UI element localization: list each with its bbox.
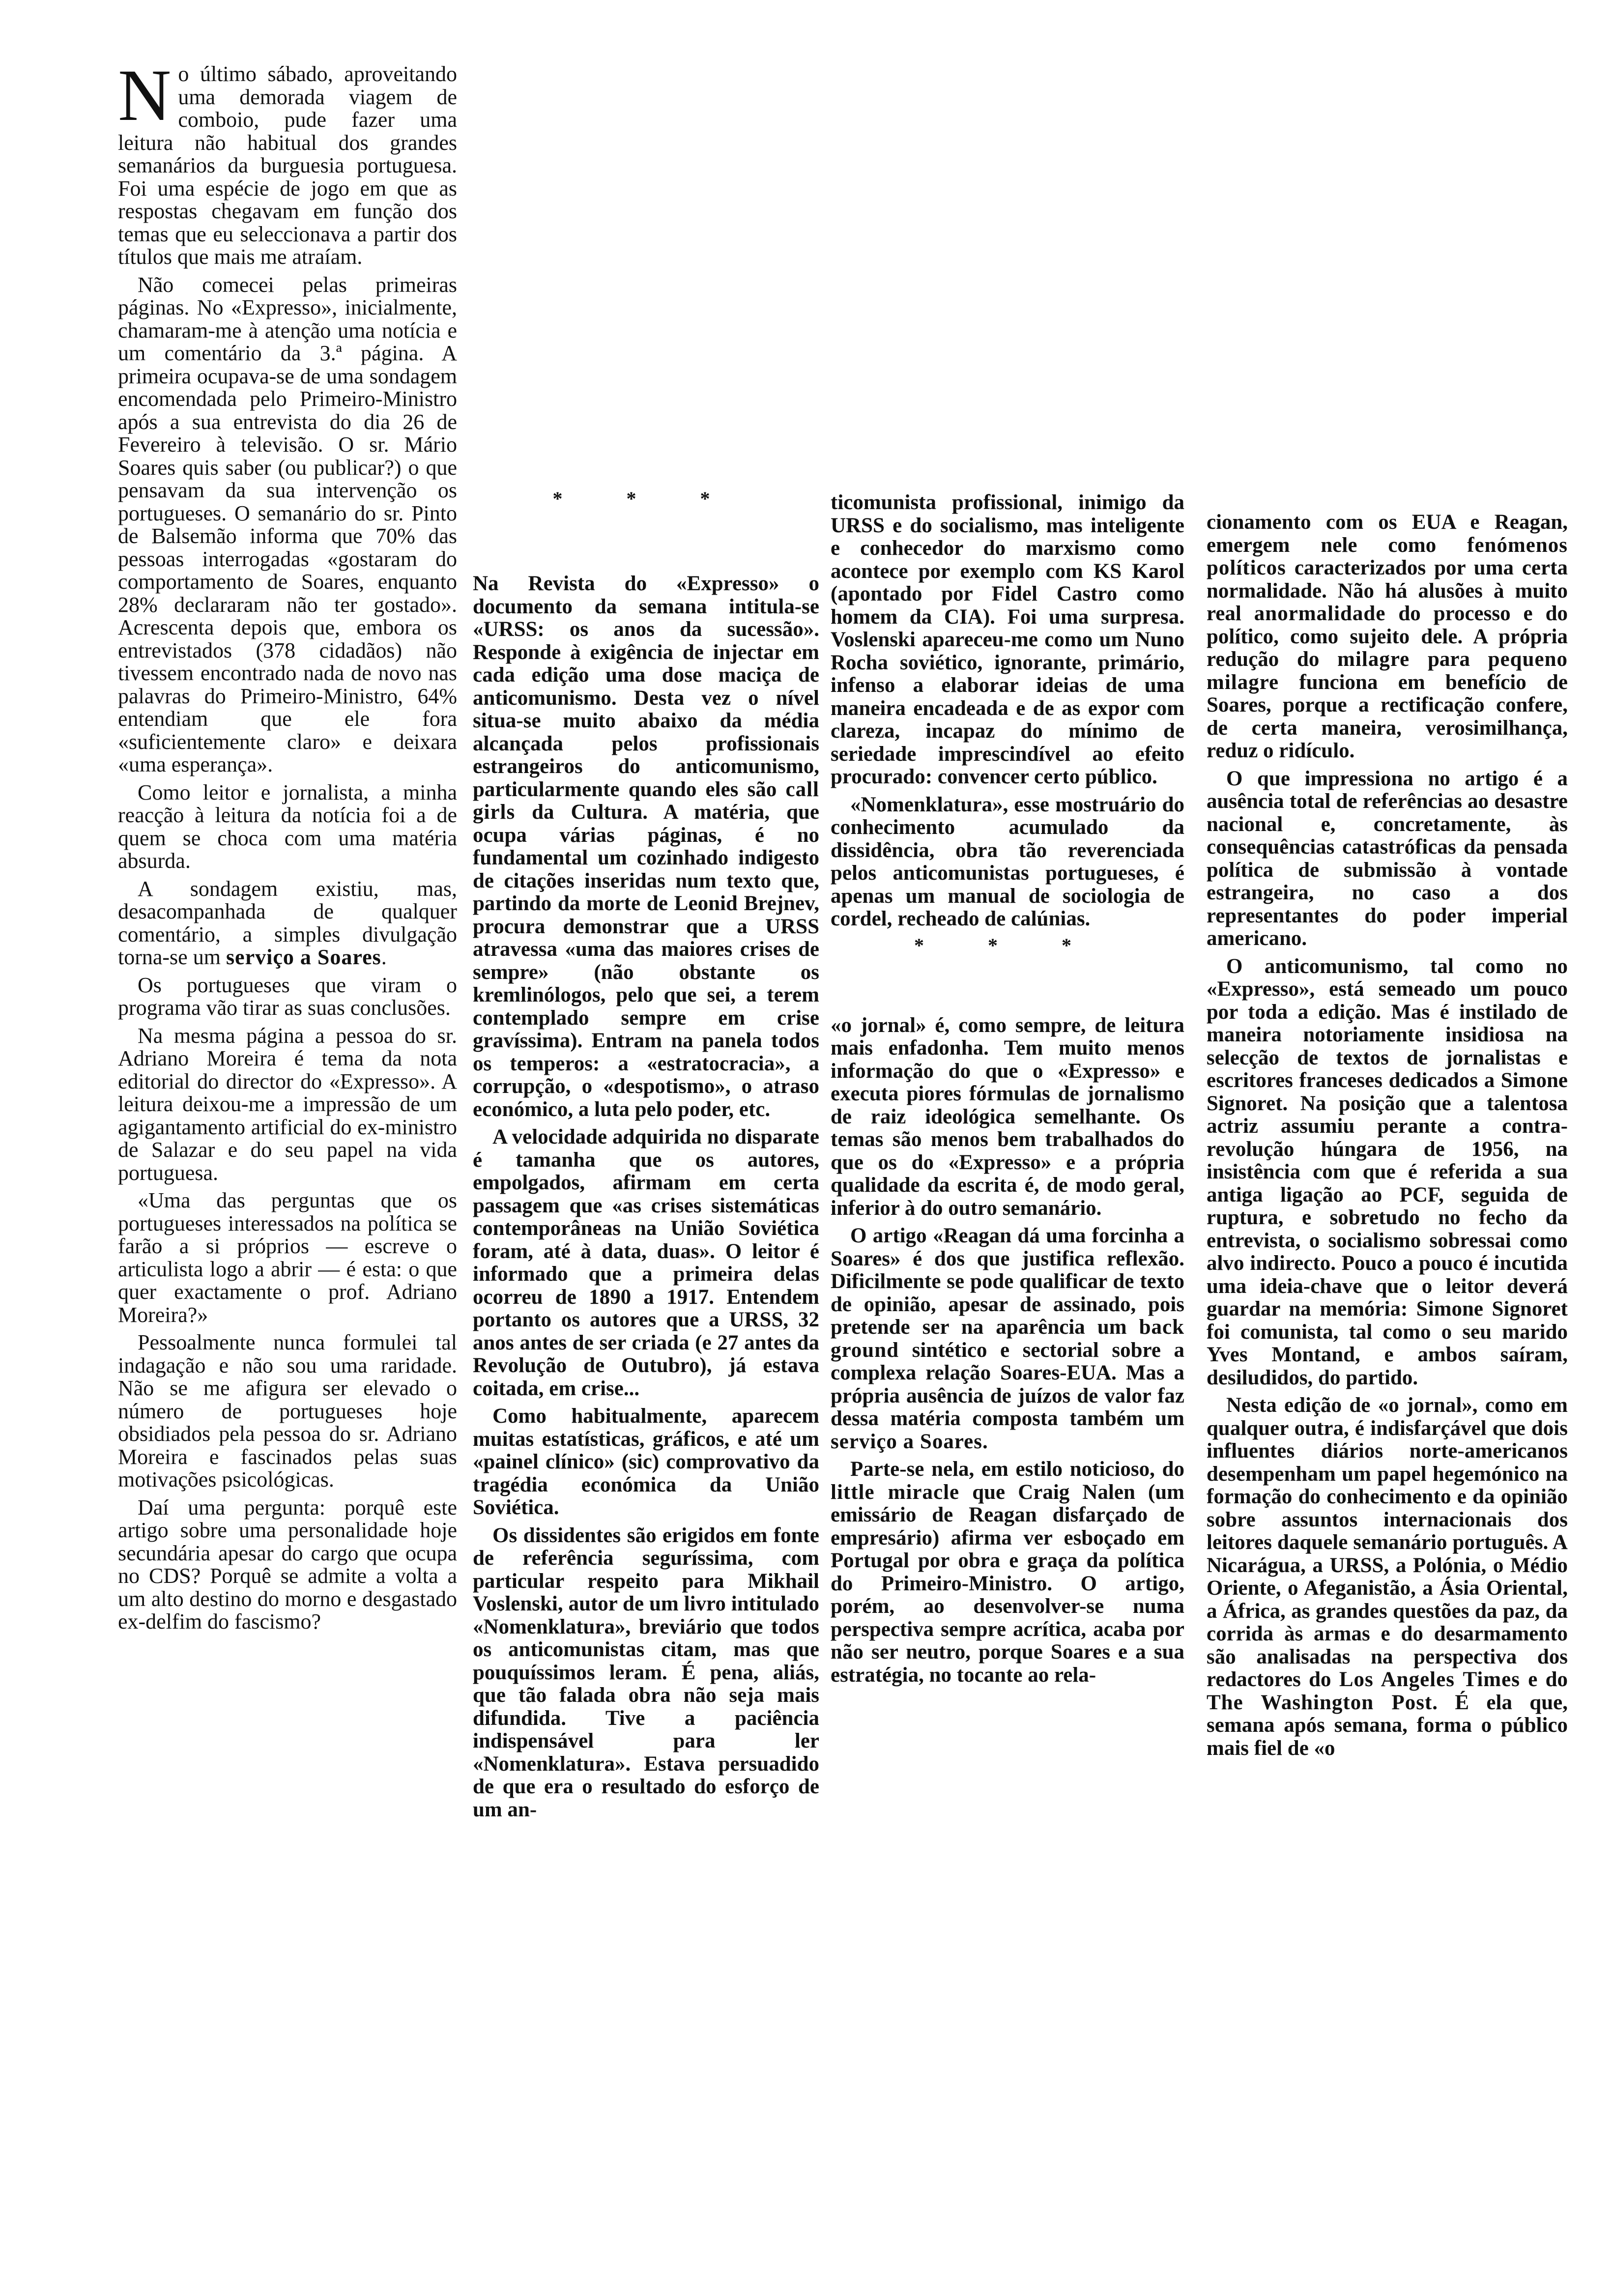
paragraph-text: Daí uma pergunta: porquê este artigo sobre uma personalidade hoje secundária apesar do cargo que ocupa no CDS? Porquê se admite a volta a um alto destino do morno e desgastado ex-delfim do fascismo?: [118, 1495, 457, 1634]
paragraph: [831, 491, 1184, 789]
paragraph-text: da Cultura. A matéria, que ocupa várias páginas, é no fundamental um cozinhado indigesto de citações inseridas num texto que, partindo da morte de Leonid Brejnev, procura demonstrar que a URSS atravessa «uma das maiores crises de sempre» (não obstante os kremlinólogos, pelo que sei, a terem contemplado sempre em crise gravíssima). Entram na panela todos os temperos: a «estratocracia», a corrupção, o «despotismo», o atraso económico, a luta pelo poder, etc.: [473, 801, 819, 1121]
paragraph: [118, 878, 457, 969]
emphasized-text: serviço a Soares: [226, 945, 381, 969]
paragraph: [118, 974, 457, 1020]
paragraph-text: O artigo «Reagan dá uma forcinha a Soares» é dos que justifica reflexão. Dificilmente se pode qualificar de texto de opinião, apesar de assinado, pois pretende ser na aparência um: [831, 1224, 1184, 1339]
paragraph: [831, 1014, 1184, 1220]
paragraph-text: O que impressiona no artigo é a ausência total de referências ao desastre nacional e, concretamente, às consequências catastróficas da pensada política de submissão à vontade estrangeira, no caso a dos representantes do poder imperial americano.: [1207, 767, 1568, 950]
section-separator: * * *: [552, 488, 740, 510]
paragraph-text: cionamento com os EUA e Reagan, emergem nele como: [1207, 511, 1568, 557]
paragraph: [1207, 1394, 1568, 1760]
paragraph: [118, 1496, 457, 1634]
paragraph-text: Nesta edição de «o jornal», como em qualquer outra, é indisfarçável que dois influentes diários norte-americanos desempenham um papel hegemónico na formação do conhecimento e da opinião sobre assuntos internacionais dos leitores daquele semanário português. A Nicarágua, a URSS, a Polónia, o Médio Oriente, o Afeganistão, a Ásia Oriental, a África, as grandes questões da paz, da corrida às armas e do desarmamento são analisadas na perspectiva dos redactores do: [1207, 1394, 1568, 1691]
paragraph-text: Parte-se nela, em estilo noticioso, do: [850, 1458, 1184, 1481]
paragraph-text: Na mesma página a pessoa do sr. Adriano Moreira é tema da nota editorial do director do «Expresso». A leitura deixou-me a impressão de um agigantamento artificial do ex-ministro de Salazar e do seu papel na vida portuguesa.: [118, 1023, 457, 1185]
paragraph: [473, 573, 819, 1121]
paragraph-text: A sondagem existiu, mas, desacompanhada de qualquer comentário, a simples divulgação torna-se um: [118, 876, 457, 969]
emphasized-text: call girls: [473, 777, 819, 824]
section-separator: * * *: [914, 934, 1101, 956]
paragraph: [118, 1189, 457, 1326]
emphasized-text: back ground: [831, 1316, 1184, 1362]
paragraph: [831, 1225, 1184, 1453]
emphasized-text: milagre: [1337, 648, 1410, 671]
article-column-1: [118, 55, 457, 1638]
paragraph-text: «Nomenklatura», esse mostruário do conhecimento acumulado da dissidência, obra tão reverenciada pelos anticomunistas portugueses, é apenas um manual de sociologia de cordel, recheado de calúnias.: [831, 793, 1184, 930]
paragraph: [118, 781, 457, 873]
paragraph-text: Pessoalmente nunca formulei tal indagação e não sou uma raridade. Não se me afigura ser elevado o número de portugueses hoje obsidiados pela pessoa do sr. Adriano Moreira e fascinados pelas suas motivações psicológicas.: [118, 1330, 457, 1492]
paragraph: [118, 1331, 457, 1492]
article-column-3: [831, 491, 1184, 1692]
paragraph: [473, 1405, 819, 1520]
paragraph-text: Na Revista do «Expresso» o documento da semana intitula-se «URSS: os anos da sucessão». Responde à exigência de injectar em cada edição uma dose maciça de anticomunismo. Desta vez o nível situa-se muito abaixo da média alcançada pelos profissionais estrangeiros do anticomunismo, particularmente quando eles são: [473, 572, 819, 801]
paragraph-text: sintético e sectorial sobre a complexa relação Soares-EUA. Mas a própria ausência de juízos de valor faz dessa matéria composta também um: [831, 1338, 1184, 1430]
paragraph: [831, 794, 1184, 931]
emphasized-text: anormalidade: [1254, 602, 1386, 625]
paragraph: [1207, 955, 1568, 1390]
paragraph-text: para: [1410, 648, 1488, 671]
paragraph-text: ticomunista profissional, inimigo da URSS e do socialismo, mas inteligente e conhecedor do marxismo como acontece por exemplo com KS Karol (apontado por Fidel Castro como homem da CIA). Foi uma surpresa. Voslenski apareceu-me como um Nuno Rocha soviético, ignorante, primário, infenso a elaborar ideias de uma maneira encadeada e de as expor com clareza, incapaz do mínimo de seriedade imprescindível ao efeito procurado: convencer certo público.: [831, 491, 1184, 788]
paragraph-text: Como habitualmente, aparecem muitas estatísticas, gráficos, e até um «painel clínico» (sic) comprovativo da tragédia económica da União Soviética.: [473, 1405, 819, 1519]
paragraph-text: .: [982, 1430, 988, 1453]
paragraph-text: caracterizados por uma certa normalidade. Não há alusões à muito real: [1207, 556, 1568, 625]
paragraph-text: «o jornal» é, como sempre, de leitura mais enfadonha. Tem muito menos informação do que o «Expresso» e executa piores fórmulas de jornalismo de raiz ideológica semelhante. Os temas são menos bem trabalhados do que os do «Expresso» e a própria qualidade da escrita é, de modo geral, inferior à do outro semanário.: [831, 1013, 1184, 1220]
emphasized-text: little miracle: [831, 1480, 960, 1504]
paragraph: [118, 1025, 457, 1185]
paragraph-text: o último sábado, aproveitando uma demorada viagem de comboio, pude fazer uma leitura não habitual dos grandes semanários da burguesia portuguesa. Foi uma espécie de jogo em que as respostas chegavam em função dos temas que eu seleccionava a partir dos títulos que mais me atraíam.: [118, 62, 457, 269]
paragraph: [1207, 511, 1568, 763]
emphasized-text: The Washington Post: [1207, 1691, 1433, 1714]
paragraph-text: e do: [1520, 1668, 1568, 1691]
paragraph-text: «Uma das perguntas que os portugueses interessados na política se farão a si próprios — escreve o articulista logo a abrir — é esta: o que quer exactamente o prof. Adriano Moreira?»: [118, 1188, 457, 1327]
article-column-2: [473, 488, 819, 1826]
paragraph-text: Os portugueses que viram o programa vão tirar as suas conclusões.: [118, 973, 457, 1020]
paragraph: [473, 1126, 819, 1400]
paragraph-text: do processo e do político, como sujeito dele. A própria redução do: [1207, 602, 1568, 671]
paragraph-text: funciona em benefício de Soares, porque a rectificação confere, de certa maneira, verosimilhança, reduz o ridículo.: [1207, 670, 1568, 762]
paragraph-text: A velocidade adquirida no disparate é tamanha que os autores, empolgados, afirmam em certa passagem que «as crises sistemáticas contemporâneas na União Soviética foram, até à data, duas». O leitor é informado que a primeira delas ocorreu de 1890 a 1917. Entendem portanto os autores que a URSS, 32 anos antes de ser criada (e 27 antes da Revolução de Outubro), já estava coitada, em crise...: [473, 1125, 819, 1400]
paragraph: [831, 1458, 1184, 1687]
paragraph-text: que Craig Nalen (um emissário de Reagan disfarçado de empresário) afirma ver esboçado em Portugal por obra e graça da política do Primeiro-Ministro. O artigo, porém, ao desenvolver-se numa perspectiva sempre acrítica, acaba por não ser neutro, porque Soares e a sua estratégia, no tocante ao rela-: [831, 1480, 1184, 1687]
paragraph: [1207, 768, 1568, 950]
paragraph-text: . É ela que, semana após semana, forma o público mais fiel de «o: [1207, 1691, 1568, 1760]
paragraph-text: Não comecei pelas primeiras páginas. No «Expresso», inicialmente, chamaram-me à atenção uma notícia e um comentário da 3.ª página. A primeira ocupava-se de uma sondagem encomendada pelo Primeiro-Ministro após a sua entrevista do dia 26 de Fevereiro à televisão. O sr. Mário Soares quis saber (ou publicar?) o que pensavam da sua intervenção os portugueses. O semanário do sr. Pinto de Balsemão informa que 70% das pessoas interrogadas «gostaram do comportamento de Soares, enquanto 28% declararam não ter gostado». Acrescenta depois que, embora os entrevistados (378 cidadãos) não tivessem encontrado nada de novo nas palavras do Primeiro-Ministro, 64% entendiam que ele fora «suficientemente claro» e deixara «uma esperança».: [118, 272, 457, 776]
paragraph-text: O anticomunismo, tal como no «Expresso», está semeado um pouco por toda a edição. Mas é instilado de maneira notoriamente insidiosa na selecção de textos de jornalistas e escritores franceses dedicados a Simone Signoret. Na posição que a talentosa actriz assumiu perante a contra-revolução húngara de 1956, na insistência com que é referida a sua antiga ligação ao PCF, seguida de ruptura, e sobretudo no fecho da entrevista, o socialismo sobressai como alvo indirecto. Pouco a pouco é incutida uma ideia-chave que o leitor deverá guardar na memória: Simone Signoret foi comunista, tal como o seu marido Yves Montand, e ambos saíram, desiludidos, do partido.: [1207, 954, 1568, 1389]
drop-cap: N: [118, 55, 172, 136]
emphasized-text: pequeno milagre: [1207, 648, 1568, 694]
article-column-4: [1207, 511, 1568, 1765]
emphasized-text: Los Angeles Times: [1339, 1668, 1520, 1691]
paragraph: [118, 274, 457, 776]
paragraph: [473, 1524, 819, 1822]
emphasized-text: serviço a Soares: [831, 1430, 982, 1453]
paragraph-text: Como leitor e jornalista, a minha reacção à leitura da notícia foi a de quem se choca com uma matéria absurda.: [118, 780, 457, 873]
paragraph-text: .: [381, 945, 387, 969]
emphasized-text: fenómenos políticos: [1207, 533, 1568, 579]
paragraph-text: Os dissidentes são erigidos em fonte de referência seguríssima, com particular respeito para Mikhail Voslenski, autor de um livro intitulado «Nomenklatura», breviário que todos os anticomunistas citam, mas que pouquíssimos leram. É pena, aliás, que tão falada obra não seja mais difundida. Tive a paciência indispensável para ler «Nomenklatura». Estava persuadido de que era o resultado do esforço de um an-: [473, 1523, 819, 1821]
